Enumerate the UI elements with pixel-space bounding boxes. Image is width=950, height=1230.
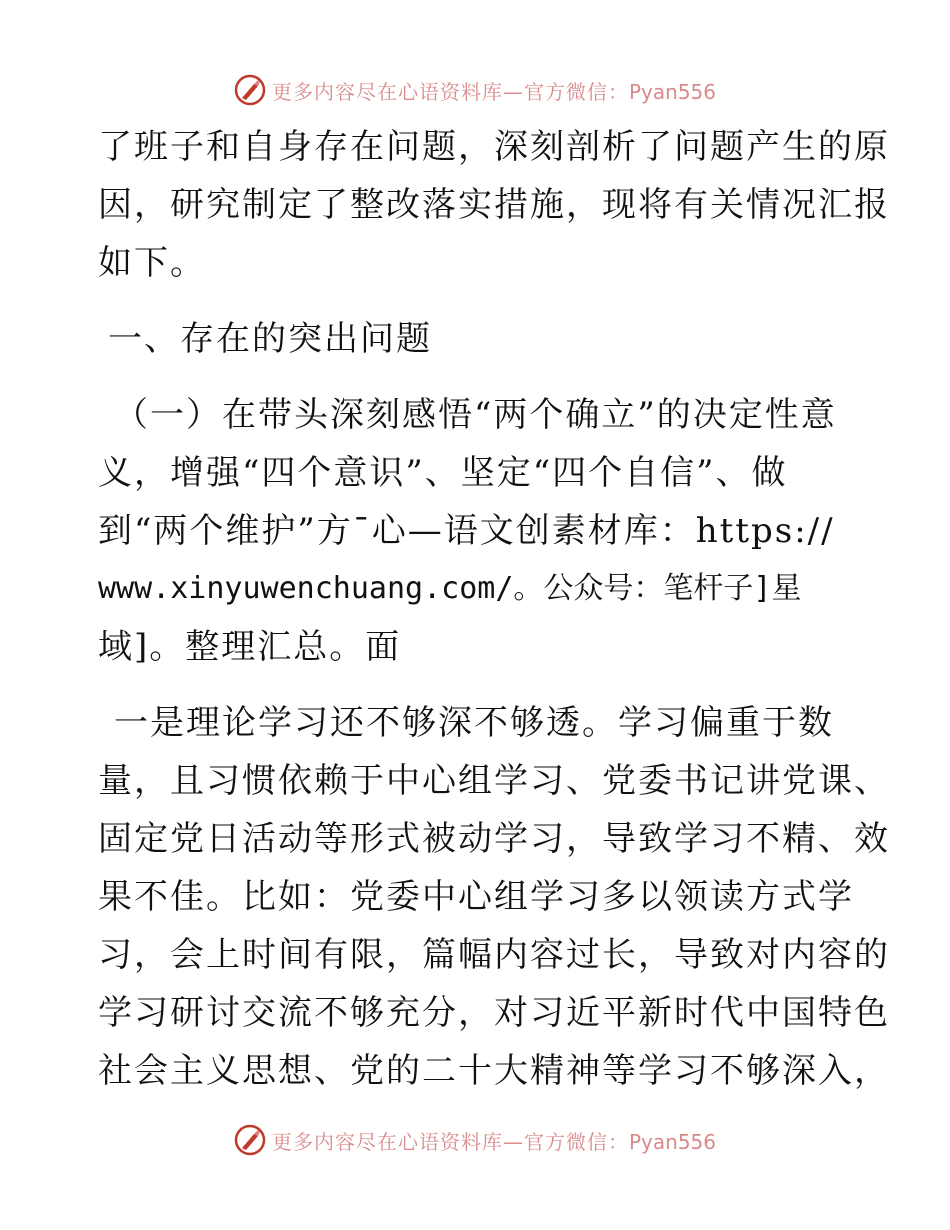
text-line: 如下。 <box>98 243 206 283</box>
text-line: 到“两个维护”方¯心—语文创素材库：https:// <box>98 511 835 551</box>
text-line: 果不佳。比如：党委中心组学习多以领读方式学 <box>98 877 854 917</box>
section-heading: 一、存在的突出问题 <box>108 319 432 359</box>
pen-circle-logo-icon <box>234 74 266 106</box>
paragraph-intro <box>98 118 890 292</box>
subsection-heading <box>98 386 858 676</box>
text-line: 社会主义思想、党的二十大精神等学习不够深入， <box>98 1051 890 1091</box>
text-line: 习，会上时间有限，篇幅内容过长，导致对内容的 <box>98 935 890 975</box>
footer-watermark <box>0 1120 950 1160</box>
watermark-text: 更多内容尽在心语资料库—官方微信：Pyan556 <box>271 79 716 104</box>
text-line: 学习研讨交流不够充分，对习近平新时代中国特色 <box>98 993 890 1033</box>
text-line: 因，研究制定了整改落实措施，现将有关情况汇报 <box>98 185 890 225</box>
text-line: （一）在带头深刻感悟“两个确立”的决定性意 <box>114 395 837 435</box>
text-line: 固定党日活动等形式被动学习，导致学习不精、效 <box>98 819 890 859</box>
watermark-text: 更多内容尽在心语资料库—官方微信：Pyan556 <box>271 1129 716 1154</box>
pen-circle-logo-icon <box>234 1124 266 1156</box>
text-line: www.xinyuwenchuang.com/。公众号：笔杆子]星 <box>98 571 802 606</box>
paragraph-body <box>98 694 890 1100</box>
document-body <box>98 118 890 1100</box>
text-line: 量，且习惯依赖于中心组学习、党委书记讲党课、 <box>98 761 890 801</box>
text-line: 域]。整理汇总。面 <box>98 627 402 667</box>
text-line: 了班子和自身存在问题，深刻剖析了问题产生的原 <box>98 127 890 167</box>
header-watermark <box>0 70 950 110</box>
text-line: 一是理论学习还不够深不够透。学习偏重于数 <box>114 703 834 743</box>
text-line: 义，增强“四个意识”、坚定“四个自信”、做 <box>98 453 788 493</box>
